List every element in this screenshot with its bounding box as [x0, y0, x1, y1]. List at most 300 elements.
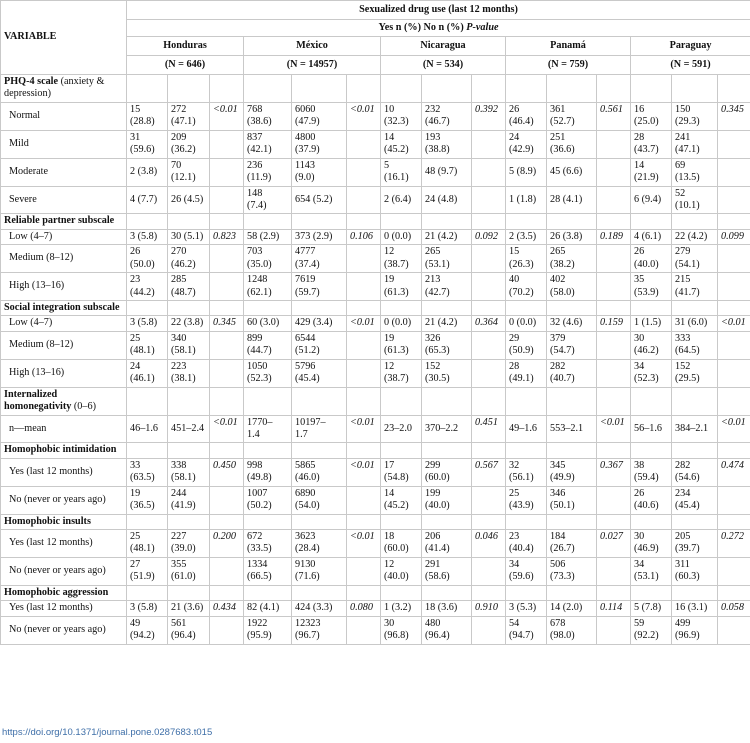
- empty-cell: [472, 75, 506, 103]
- count-value: 672: [247, 531, 263, 542]
- empty-cell: [631, 514, 672, 529]
- p-value-cell: [718, 245, 750, 273]
- empty-cell: [381, 387, 422, 415]
- count-value: 899: [247, 332, 263, 344]
- empty-cell: [168, 214, 210, 229]
- count-cell: [672, 158, 718, 186]
- count-value: 27: [130, 558, 141, 570]
- sample-size-label: (N = 14957): [286, 58, 338, 70]
- count-value: 35: [634, 274, 645, 286]
- count-cell: [631, 359, 672, 387]
- row-label-cell: [1, 557, 127, 585]
- count-cell: [422, 273, 472, 301]
- count-cell: [631, 557, 672, 585]
- count-cell: [127, 316, 168, 331]
- sample-size-label: (N = 591): [670, 58, 711, 70]
- count-value: 223: [171, 360, 187, 372]
- count-cell: [631, 245, 672, 273]
- empty-cell: [347, 387, 381, 415]
- count-value: (96.4): [171, 630, 196, 642]
- empty-cell: [210, 214, 244, 229]
- count-cell: [244, 331, 292, 359]
- count-value: 33: [130, 459, 141, 471]
- count-cell: [127, 557, 168, 585]
- empty-cell: [597, 75, 631, 103]
- count-cell: [506, 158, 547, 186]
- count-cell: [672, 229, 718, 244]
- p-value: <0.01: [721, 416, 746, 428]
- count-cell: [631, 316, 672, 331]
- count-value: 5: [384, 159, 390, 171]
- count-value: (59.7): [295, 286, 320, 298]
- count-cell: [244, 601, 292, 616]
- count-cell: [168, 557, 210, 585]
- count-value: 58 (2.9): [247, 230, 280, 242]
- count-cell: [244, 316, 292, 331]
- count-cell: [127, 616, 168, 644]
- count-value: (54.6): [675, 472, 700, 484]
- empty-cell: [672, 75, 718, 103]
- count-value: 21 (4.2): [425, 317, 458, 329]
- doi-link[interactable]: https://doi.org/10.1371/journal.pone.0287683.t015: [2, 727, 213, 738]
- count-value: (52.3): [247, 373, 272, 385]
- section-title-cell: [1, 214, 127, 229]
- count-value: 14: [384, 131, 395, 143]
- section-title: PHQ-4 scale: [4, 76, 59, 87]
- count-value: 193: [425, 131, 441, 143]
- count-cell: [168, 102, 210, 130]
- p-value: 0.910: [475, 602, 498, 614]
- count-value: (51.2): [295, 345, 320, 357]
- p-value: 0.561: [600, 103, 623, 115]
- count-cell: [547, 186, 597, 214]
- count-value: 26: [634, 246, 645, 258]
- empty-cell: [506, 214, 547, 229]
- count-value: 244: [171, 487, 187, 499]
- table-row: [1, 530, 750, 558]
- p-value-cell: [718, 316, 750, 331]
- count-value: 19: [384, 274, 395, 286]
- table-row: [1, 130, 750, 158]
- count-cell: [244, 158, 292, 186]
- country-sample-size: [381, 56, 506, 75]
- count-value: (32.3): [384, 116, 409, 128]
- row-label-cell: [1, 359, 127, 387]
- p-value-cell: [718, 130, 750, 158]
- count-value: (94.7): [509, 630, 534, 642]
- p-value-cell: [347, 245, 381, 273]
- empty-cell: [547, 585, 597, 600]
- count-cell: [381, 530, 422, 558]
- count-value: (30.5): [425, 373, 450, 385]
- row-label-cell: [1, 158, 127, 186]
- p-value-cell: [718, 486, 750, 514]
- empty-cell: [292, 387, 347, 415]
- count-cell: [547, 458, 597, 486]
- count-value: 45 (6.6): [550, 165, 583, 177]
- p-value-cell: [472, 245, 506, 273]
- count-value: (39.0): [171, 543, 196, 555]
- empty-cell: [127, 443, 168, 458]
- count-value: 16 (3.1): [675, 602, 708, 614]
- p-value-cell: [472, 316, 506, 331]
- count-value: 3 (5.8): [130, 317, 158, 329]
- section-row: [1, 75, 750, 103]
- count-value: (48.1): [130, 543, 155, 555]
- p-value: 0.823: [213, 230, 236, 242]
- p-value: 0.392: [475, 103, 498, 115]
- count-cell: [631, 186, 672, 214]
- empty-cell: [472, 514, 506, 529]
- p-value-cell: [718, 458, 750, 486]
- p-value: 0.345: [213, 317, 236, 329]
- count-value: 150: [675, 103, 691, 115]
- count-value: (53.9): [634, 286, 659, 298]
- p-value-cell: [210, 130, 244, 158]
- empty-cell: [547, 514, 597, 529]
- p-value: 0.567: [475, 459, 498, 471]
- count-value: 12323: [295, 617, 321, 629]
- count-cell: [381, 415, 422, 443]
- p-value-cell: [597, 557, 631, 585]
- count-cell: [631, 616, 672, 644]
- count-value: 38: [634, 459, 645, 471]
- count-value: 206: [425, 531, 441, 542]
- count-value: 31 (6.0): [675, 317, 708, 329]
- p-value-cell: [347, 359, 381, 387]
- count-value: 678: [550, 617, 566, 629]
- count-value: 1922: [247, 617, 268, 629]
- count-cell: [506, 273, 547, 301]
- p-value-cell: [472, 616, 506, 644]
- section-title-cell: [1, 514, 127, 529]
- count-value: 272: [171, 103, 187, 115]
- count-value: (60.0): [425, 472, 450, 484]
- count-value: 0 (0.0): [384, 230, 412, 242]
- empty-cell: [506, 75, 547, 103]
- p-value-cell: [347, 616, 381, 644]
- p-value-cell: [718, 557, 750, 585]
- country-header: [381, 37, 506, 56]
- count-value: (44.7): [247, 345, 272, 357]
- variable-label: VARIABLE: [4, 31, 57, 43]
- count-value: (50.0): [130, 258, 155, 270]
- count-value: (50.9): [509, 345, 534, 357]
- empty-cell: [381, 585, 422, 600]
- table-header: [1, 1, 750, 75]
- count-value: (9.0): [295, 172, 315, 184]
- count-value: (60.0): [384, 543, 409, 555]
- empty-cell: [127, 387, 168, 415]
- count-value: 2 (3.8): [130, 165, 158, 177]
- count-cell: [631, 130, 672, 158]
- empty-cell: [597, 443, 631, 458]
- empty-cell: [422, 514, 472, 529]
- count-cell: [547, 359, 597, 387]
- empty-cell: [244, 301, 292, 316]
- empty-cell: [168, 443, 210, 458]
- count-cell: [547, 331, 597, 359]
- p-value: <0.01: [213, 416, 238, 428]
- count-value: (12.1): [171, 172, 196, 184]
- count-cell: [244, 245, 292, 273]
- empty-cell: [292, 585, 347, 600]
- count-cell: [381, 486, 422, 514]
- count-value: 32: [509, 459, 520, 471]
- empty-cell: [472, 585, 506, 600]
- count-cell: [631, 229, 672, 244]
- table-row: [1, 158, 750, 186]
- p-value-cell: [597, 186, 631, 214]
- count-value: 18 (3.6): [425, 602, 458, 614]
- country-sample-size: [127, 56, 244, 75]
- count-value: 19: [130, 487, 141, 499]
- count-value: (54.7): [550, 345, 575, 357]
- count-value: 199: [425, 487, 441, 499]
- section-row: [1, 585, 750, 600]
- count-value: (11.9): [247, 172, 272, 184]
- count-value: 26: [130, 246, 141, 258]
- count-value: 333: [675, 332, 691, 344]
- p-value: 0.451: [475, 416, 498, 428]
- row-label-cell: [1, 229, 127, 244]
- p-value-cell: [597, 130, 631, 158]
- count-value: 49–1.6: [509, 422, 538, 434]
- p-value: 0.450: [213, 459, 236, 471]
- count-value: (45.2): [384, 500, 409, 512]
- count-value: (46.2): [634, 345, 659, 357]
- count-cell: [506, 557, 547, 585]
- empty-cell: [718, 75, 750, 103]
- p-value-cell: [718, 273, 750, 301]
- count-value: 31: [130, 131, 141, 143]
- empty-cell: [210, 585, 244, 600]
- p-value-cell: [718, 102, 750, 130]
- count-value: 6 (9.4): [634, 193, 662, 205]
- p-value-cell: [472, 458, 506, 486]
- empty-cell: [347, 443, 381, 458]
- p-value: <0.01: [213, 103, 238, 115]
- count-value: 703: [247, 246, 263, 258]
- count-value: 15: [509, 246, 520, 258]
- p-value-cell: [210, 273, 244, 301]
- empty-cell: [168, 514, 210, 529]
- variable-header: [1, 1, 127, 75]
- count-cell: [127, 601, 168, 616]
- count-value: 2 (3.5): [509, 230, 537, 242]
- p-value-cell: [597, 158, 631, 186]
- count-value: (40.0): [425, 500, 450, 512]
- count-value: (38.7): [384, 258, 409, 270]
- count-cell: [506, 359, 547, 387]
- table-row: [1, 245, 750, 273]
- count-value: 56–1.6: [634, 422, 663, 434]
- count-value: (52.7): [550, 116, 575, 128]
- count-cell: [168, 245, 210, 273]
- empty-cell: [244, 75, 292, 103]
- count-cell: [168, 486, 210, 514]
- p-value-cell: [347, 316, 381, 331]
- count-value: 49: [130, 617, 141, 629]
- count-value: 22 (4.2): [675, 230, 708, 242]
- count-value: (25.0): [634, 116, 659, 128]
- count-value: (41.7): [675, 286, 700, 298]
- empty-cell: [422, 214, 472, 229]
- table-row: [1, 415, 750, 443]
- count-value: (39.7): [675, 543, 700, 555]
- empty-cell: [347, 514, 381, 529]
- empty-cell: [168, 585, 210, 600]
- count-value: 59: [634, 617, 645, 629]
- empty-cell: [381, 301, 422, 316]
- p-value-cell: [210, 245, 244, 273]
- count-value: 52: [675, 187, 686, 199]
- empty-cell: [547, 75, 597, 103]
- count-value: 24 (4.8): [425, 193, 458, 205]
- p-value-cell: [597, 245, 631, 273]
- p-value-cell: [472, 557, 506, 585]
- count-cell: [381, 331, 422, 359]
- empty-cell: [506, 514, 547, 529]
- count-value: 3 (5.3): [509, 602, 537, 614]
- count-value: (40.7): [550, 373, 575, 385]
- row-label-cell: [1, 331, 127, 359]
- count-value: (48.7): [171, 286, 196, 298]
- count-value: (96.7): [295, 630, 320, 642]
- empty-cell: [506, 443, 547, 458]
- count-cell: [244, 102, 292, 130]
- p-value-cell: [210, 102, 244, 130]
- section-row: [1, 301, 750, 316]
- count-value: 32 (4.6): [550, 317, 583, 329]
- count-value: (41.4): [425, 543, 450, 555]
- count-value: 480: [425, 617, 441, 629]
- p-value: 0.200: [213, 531, 236, 542]
- count-cell: [631, 601, 672, 616]
- legend-pvalue: P-value: [466, 21, 499, 33]
- empty-cell: [244, 585, 292, 600]
- count-value: (62.1): [247, 286, 272, 298]
- empty-cell: [127, 514, 168, 529]
- count-cell: [244, 273, 292, 301]
- count-value: 26 (4.5): [171, 193, 204, 205]
- p-value-cell: [472, 415, 506, 443]
- row-label: No (never or years ago): [9, 623, 106, 635]
- row-label: Moderate: [9, 165, 49, 177]
- count-cell: [422, 186, 472, 214]
- row-label-cell: [1, 273, 127, 301]
- count-value: 345: [550, 459, 566, 471]
- count-value: 34: [634, 558, 645, 570]
- count-cell: [672, 102, 718, 130]
- count-value: 5 (7.8): [634, 602, 662, 614]
- p-value-cell: [597, 530, 631, 558]
- row-label-cell: [1, 130, 127, 158]
- p-value-cell: [347, 486, 381, 514]
- empty-cell: [381, 443, 422, 458]
- row-label-cell: [1, 616, 127, 644]
- count-value: 19: [384, 332, 395, 344]
- count-value: (29.5): [675, 373, 700, 385]
- count-cell: [127, 245, 168, 273]
- count-cell: [381, 229, 422, 244]
- count-value: 402: [550, 274, 566, 286]
- count-value: 28: [509, 360, 520, 372]
- count-value: (94.2): [130, 630, 155, 642]
- count-cell: [244, 415, 292, 443]
- count-value: (59.6): [130, 144, 155, 156]
- section-row: [1, 387, 750, 415]
- p-value-cell: [210, 530, 244, 558]
- count-value: (47.1): [675, 144, 700, 156]
- empty-cell: [672, 585, 718, 600]
- row-label: n—mean: [9, 422, 47, 434]
- count-cell: [168, 316, 210, 331]
- p-value-cell: [210, 601, 244, 616]
- p-value-cell: [718, 616, 750, 644]
- count-value: (58.6): [425, 571, 450, 583]
- count-value: 70: [171, 159, 182, 171]
- empty-cell: [244, 514, 292, 529]
- count-value: 34: [509, 558, 520, 570]
- row-label: Low (4–7): [9, 317, 53, 329]
- empty-cell: [597, 301, 631, 316]
- count-cell: [672, 530, 718, 558]
- count-cell: [422, 245, 472, 273]
- count-value: 768: [247, 103, 263, 115]
- count-value: (49.9): [550, 472, 575, 484]
- count-value: (40.0): [634, 258, 659, 270]
- table-row: [1, 273, 750, 301]
- count-value: 451–2.4: [171, 422, 205, 434]
- count-cell: [381, 186, 422, 214]
- count-value: 46–1.6: [130, 422, 159, 434]
- p-value-cell: [347, 415, 381, 443]
- p-value-cell: [597, 616, 631, 644]
- empty-cell: [718, 443, 750, 458]
- count-value: 282: [675, 459, 691, 471]
- count-cell: [672, 486, 718, 514]
- empty-cell: [631, 75, 672, 103]
- legend-cell: [127, 20, 750, 37]
- count-value: 373 (2.9): [295, 230, 333, 242]
- p-value-cell: [597, 359, 631, 387]
- empty-cell: [597, 214, 631, 229]
- count-value: 1143: [295, 159, 315, 171]
- count-cell: [127, 158, 168, 186]
- empty-cell: [672, 214, 718, 229]
- p-value: 0.080: [350, 602, 373, 614]
- row-label: Yes (last 12 months): [9, 466, 93, 478]
- p-value-cell: [210, 186, 244, 214]
- count-value: 1770–: [247, 416, 273, 428]
- p-value-cell: [210, 229, 244, 244]
- p-value: 0.345: [721, 103, 744, 115]
- row-label: Severe: [9, 193, 37, 205]
- count-value: (66.5): [247, 571, 272, 583]
- count-value: 60 (3.0): [247, 317, 280, 329]
- count-value: (41.9): [171, 500, 196, 512]
- row-label: Normal: [9, 110, 41, 122]
- country-name: Panamá: [550, 39, 586, 51]
- row-label: Yes (last 12 months): [9, 602, 93, 614]
- count-value: (54.0): [295, 500, 320, 512]
- country-header: [506, 37, 631, 56]
- count-value: (40.0): [384, 571, 409, 583]
- count-value: 270: [171, 246, 187, 258]
- p-value: 0.114: [600, 602, 623, 614]
- count-value: 205: [675, 531, 691, 542]
